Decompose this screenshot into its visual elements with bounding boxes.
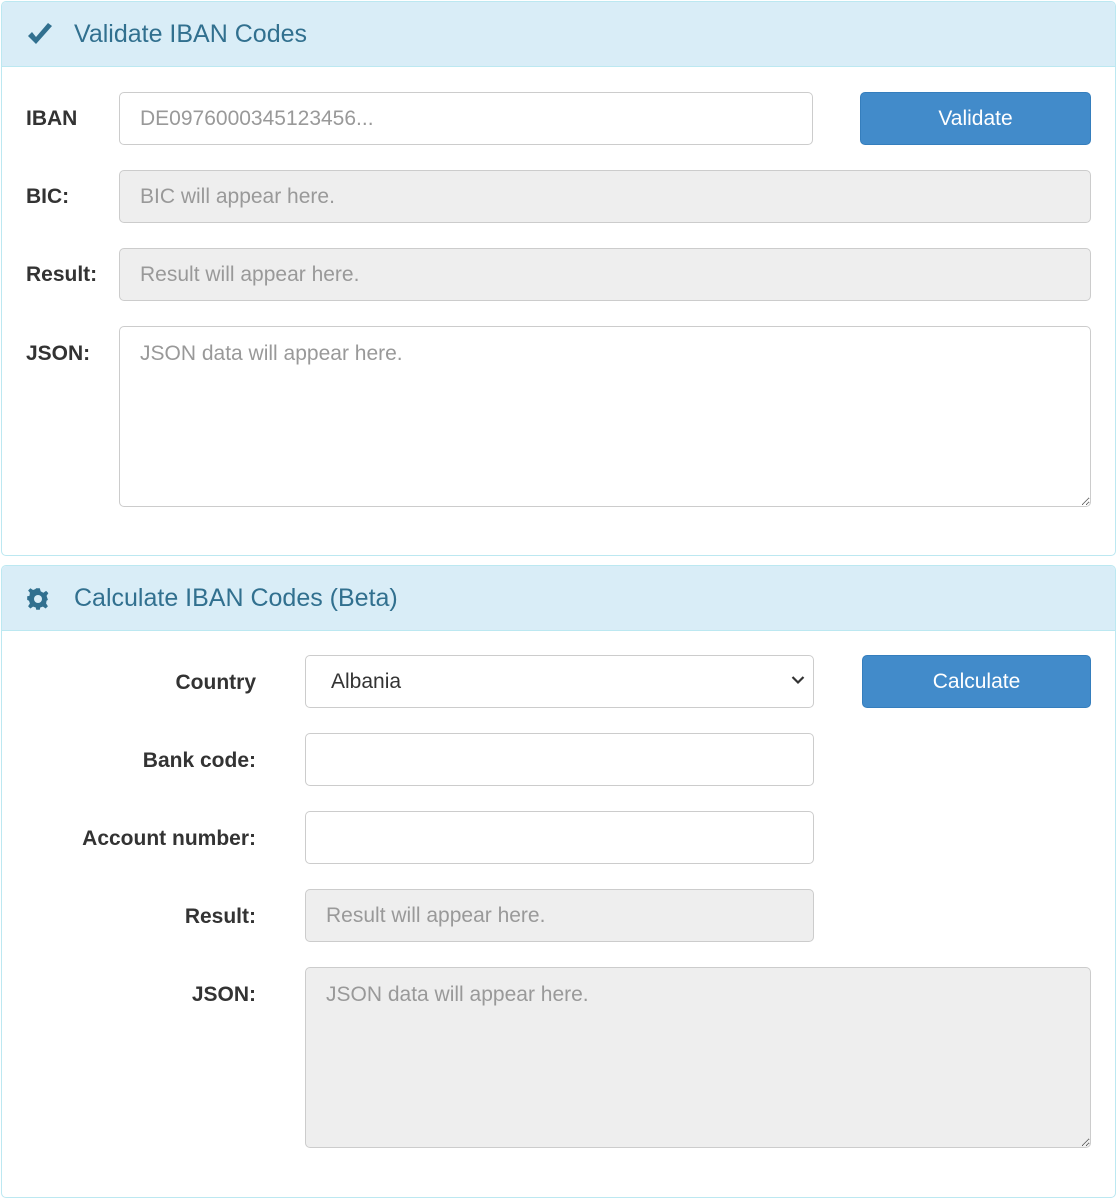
gear-icon	[26, 586, 54, 612]
calc-json-output-textarea[interactable]	[305, 967, 1091, 1148]
country-label: Country	[175, 671, 256, 694]
bic-label: BIC:	[26, 185, 70, 208]
validate-iban-panel	[1, 1, 1116, 556]
validate-button[interactable]: Validate	[860, 92, 1091, 145]
calculate-panel-heading	[2, 566, 1115, 631]
chevron-down-icon	[791, 675, 805, 685]
json-output-textarea[interactable]	[119, 326, 1091, 507]
country-selected-value: Albania	[331, 670, 402, 693]
account-number-input[interactable]	[305, 811, 814, 864]
calc-json-label: JSON:	[191, 983, 256, 1006]
result-output-field	[119, 248, 1091, 301]
iban-input[interactable]	[119, 92, 813, 145]
bank-code-input[interactable]	[305, 733, 814, 786]
country-select[interactable]	[305, 655, 814, 708]
account-number-label: Account number:	[82, 827, 256, 850]
calc-result-output-field	[305, 889, 814, 942]
checkmark-icon	[26, 22, 54, 48]
result-label: Result:	[26, 263, 98, 286]
validate-panel-heading	[2, 2, 1115, 67]
calculate-button[interactable]: Calculate	[862, 655, 1091, 708]
iban-label: IBAN	[26, 107, 78, 130]
validate-panel-title: Validate IBAN Codes	[74, 20, 307, 48]
bic-output-field	[119, 170, 1091, 223]
country-select-box[interactable]	[305, 655, 814, 708]
calc-result-label: Result:	[184, 905, 256, 928]
bank-code-label: Bank code:	[142, 749, 256, 772]
calculate-iban-panel	[1, 565, 1116, 1198]
json-label: JSON:	[26, 342, 91, 365]
calculate-panel-title: Calculate IBAN Codes (Beta)	[74, 584, 398, 612]
